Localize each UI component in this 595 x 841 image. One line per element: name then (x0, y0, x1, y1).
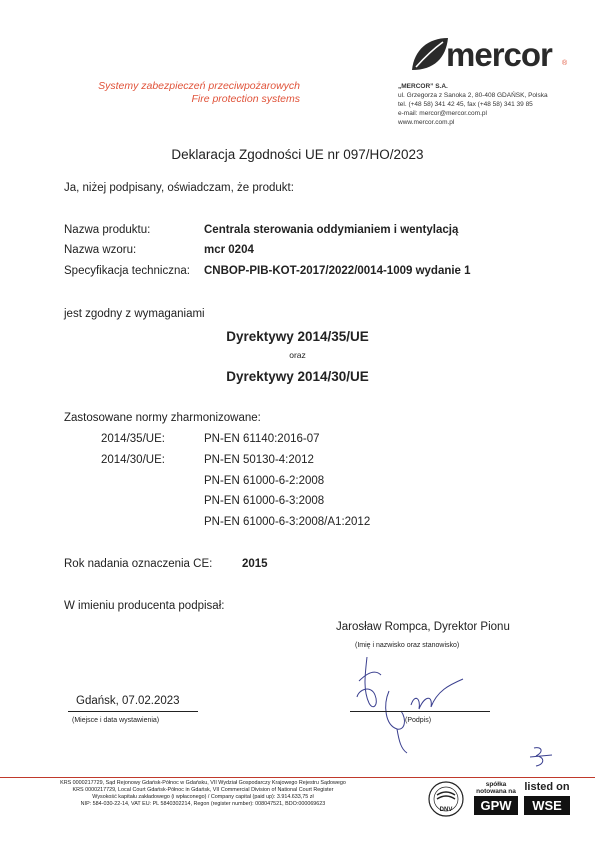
ce-year: 2015 (242, 558, 268, 570)
company-web: www.mercor.com.pl (398, 119, 455, 126)
norm-directive: 2014/35/UE: (101, 433, 165, 445)
gpw-label: GPW (474, 796, 518, 815)
directive-1: Dyrektywy 2014/35/UE (226, 329, 369, 344)
mercor-logo (410, 36, 575, 76)
place-date-line (68, 711, 198, 712)
signatory-name: Jarosław Rompca, Dyrektor Pionu (336, 621, 510, 633)
footer-registry (8, 780, 398, 808)
slogan-en: Fire protection systems (191, 93, 300, 105)
footer-line-2: KRS 0000217729, Local Court Gdańsk-Północ in Gdańsk, VII Commercial Division of National Court Register (72, 787, 334, 793)
norm-item: PN-EN 50130-4:2012 (204, 454, 314, 466)
product-name-value: Centrala sterowania oddymianiem i wentylacją (204, 224, 459, 236)
gpw-top-text: spółka notowana na (476, 781, 516, 795)
signatory-caption: (Imię i nazwisko oraz stanowisko) (355, 642, 460, 649)
norms-label: Zastosowane normy zharmonizowane: (64, 412, 261, 424)
dnv-badge (427, 780, 465, 818)
company-name: „MERCOR” S.A. (398, 83, 448, 90)
signed-by-label: W imieniu producenta podpisał: (64, 600, 225, 612)
document-title: Deklaracja Zgodności UE nr 097/HO/2023 (171, 147, 424, 162)
gpw-badge (474, 780, 518, 818)
initials-mark (526, 744, 556, 770)
wse-top-text: listed on (524, 781, 570, 793)
wse-label: WSE (524, 796, 570, 815)
signature-line (350, 711, 490, 712)
intro-text: Ja, niżej podpisany, oświadczam, że produkt: (64, 182, 294, 194)
ce-label: Rok nadania oznaczenia CE: (64, 558, 213, 570)
norm-item: PN-EN 61000-6-3:2008/A1:2012 (204, 516, 371, 528)
place-date: Gdańsk, 07.02.2023 (76, 695, 180, 707)
norm-item: PN-EN 61140:2016-07 (204, 433, 320, 445)
norm-directive: 2014/30/UE: (101, 454, 165, 466)
leaf-logo-icon (410, 36, 450, 74)
product-name-label: Nazwa produktu: (64, 224, 151, 236)
company-phone: tel. (+48 58) 341 42 45, fax (+48 58) 341 39 85 (398, 101, 533, 108)
model-label: Nazwa wzoru: (64, 244, 137, 256)
norm-item: PN-EN 61000-6-2:2008 (204, 475, 325, 487)
logo-text: mercor (446, 36, 552, 73)
company-address: ul. Grzegorza z Sanoka 2, 80-408 GDAŃSK, Polska (398, 92, 548, 99)
company-email: e-mail: mercor@mercor.com.pl (398, 110, 487, 117)
signature-caption: (Podpis) (405, 717, 432, 724)
spec-value: CNBOP-PIB-KOT-2017/2022/0014-1009 wydanie 1 (204, 265, 471, 277)
dnv-label: DNV (439, 807, 453, 813)
registered-mark: ® (562, 60, 568, 67)
footer-line-3: Wysokość kapitału zakładowego (i wpłaconego) / Company capital (paid up): 3.914.633,75 zł (92, 794, 314, 800)
norm-item: PN-EN 61000-6-3:2008 (204, 495, 325, 507)
directive-2: Dyrektywy 2014/30/UE (226, 369, 369, 384)
footer-line-1: KRS 0000217729, Sąd Rejonowy Gdańsk-Północ w Gdańsku, VII Wydział Gospodarczy Krajowego Rejestru Sądowego (60, 780, 346, 786)
slogan-pl: Systemy zabezpieczeń przeciwpożarowych (98, 80, 300, 92)
model-value: mcr 0204 (204, 244, 254, 256)
footer-line-4: NIP: 584-030-22-14, VAT EU: PL 5840302214, Regon (register number): 008047521, BDO:000069623 (80, 801, 326, 807)
spec-label: Specyfikacja techniczna: (64, 265, 190, 277)
footer-divider (0, 777, 595, 778)
wse-badge (524, 780, 570, 818)
oraz-text: oraz (289, 350, 306, 360)
handwritten-signature (345, 645, 475, 755)
place-date-caption: (Miejsce i data wystawienia) (72, 717, 160, 724)
compliance-intro: jest zgodny z wymaganiami (64, 308, 205, 320)
